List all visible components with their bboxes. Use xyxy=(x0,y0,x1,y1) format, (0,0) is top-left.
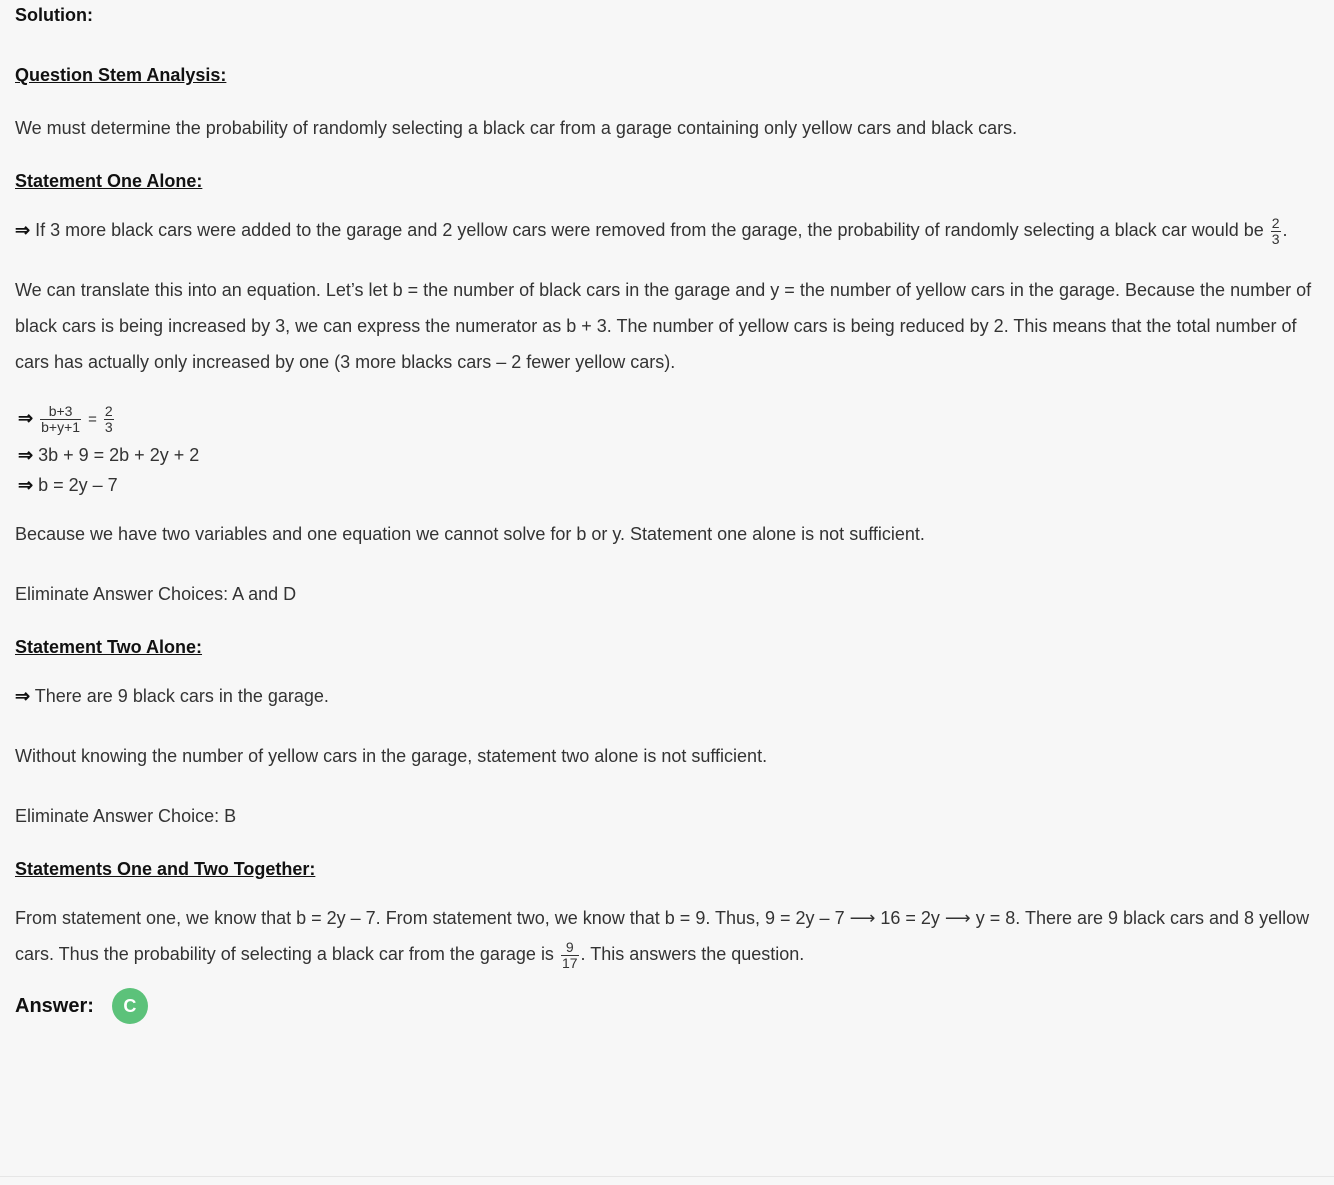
equation-fraction-right xyxy=(104,404,114,435)
fraction-denominator: 3 xyxy=(104,418,113,435)
equation-line-3 xyxy=(15,470,1319,500)
statement-one-conclusion: Because we have two variables and one equation we cannot solve for b or y. Statement one alone is not sufficient. xyxy=(15,524,925,544)
fraction-two-thirds xyxy=(1271,216,1281,247)
equation-line-1 xyxy=(15,396,1319,440)
fraction-denominator: b+y+1 xyxy=(41,418,81,435)
together-heading: Statements One and Two Together: xyxy=(15,859,316,879)
statement-one-heading: Statement One Alone: xyxy=(15,171,203,191)
fraction-denominator: 3 xyxy=(1271,230,1280,247)
together-text-b: . This answers the question. xyxy=(580,944,805,964)
statement-two-text xyxy=(15,678,1319,714)
equation-2-text: 3b + 9 = 2b + 2y + 2 xyxy=(33,445,200,465)
fraction-numerator: 9 xyxy=(561,940,579,956)
answer-row xyxy=(15,988,1319,1024)
statement-two-conclusion: Without knowing the number of yellow cars in the garage, statement two alone is not sufficient. xyxy=(15,746,768,766)
stem-text: We must determine the probability of randomly selecting a black car from a garage containing only yellow cars and black cars. xyxy=(15,118,1018,138)
fraction-numerator: 2 xyxy=(1271,214,1280,231)
equation-3-text: b = 2y – 7 xyxy=(33,475,118,495)
bottom-divider xyxy=(0,1176,1334,1177)
answer-choice-badge: C xyxy=(112,988,148,1024)
implies-arrow: ⇒ xyxy=(15,686,31,706)
solution-label: Solution: xyxy=(15,5,93,25)
implies-arrow: ⇒ xyxy=(18,408,34,428)
statement-one-text-b: . xyxy=(1282,220,1288,240)
fraction-nine-seventeenths xyxy=(561,940,579,971)
statement-two-heading: Statement Two Alone: xyxy=(15,637,203,657)
implies-arrow: ⇒ xyxy=(18,445,34,465)
translation-paragraph: We can translate this into an equation. Let’s let b = the number of black cars in the garage and y = the number of yellow cars in the garage. Because the number of black cars is being increased by 3, we can express the numerator as b + 3. The number of yellow cars is being reduced by 2. This means that the total number of cars has actually only increased by one (3 more blacks cars – 2 fewer yellow cars). xyxy=(15,280,1312,372)
equals-sign: = xyxy=(88,411,97,428)
equation-line-2 xyxy=(15,440,1319,470)
fraction-numerator: 2 xyxy=(104,402,113,419)
statement-one-text xyxy=(15,212,1319,248)
fraction-numerator: b+3 xyxy=(40,404,81,420)
statement-two-eliminate: Eliminate Answer Choice: B xyxy=(15,806,237,826)
implies-arrow: ⇒ xyxy=(15,220,31,240)
answer-label: Answer: xyxy=(15,994,94,1017)
together-text xyxy=(15,900,1319,972)
statement-one-text-a: If 3 more black cars were added to the garage and 2 yellow cars were removed from the garage, the probability of randomly selecting a black car would be xyxy=(30,220,1269,240)
equation-fraction-left xyxy=(40,404,81,435)
together-text-a: From statement one, we know that b = 2y – 7. From statement two, we know that b = 9. Thus, 9 = 2y – 7 ⟶ 16 = 2y ⟶ y = 8. There are 9 black cars and 8 yellow cars. Thus the probability of selecting a black car from the garage is xyxy=(15,908,1310,964)
implies-arrow: ⇒ xyxy=(18,475,34,495)
stem-heading: Question Stem Analysis: xyxy=(15,65,227,85)
statement-one-eliminate: Eliminate Answer Choices: A and D xyxy=(15,584,297,604)
fraction-denominator: 17 xyxy=(561,954,578,971)
statement-two-body: There are 9 black cars in the garage. xyxy=(30,686,329,706)
